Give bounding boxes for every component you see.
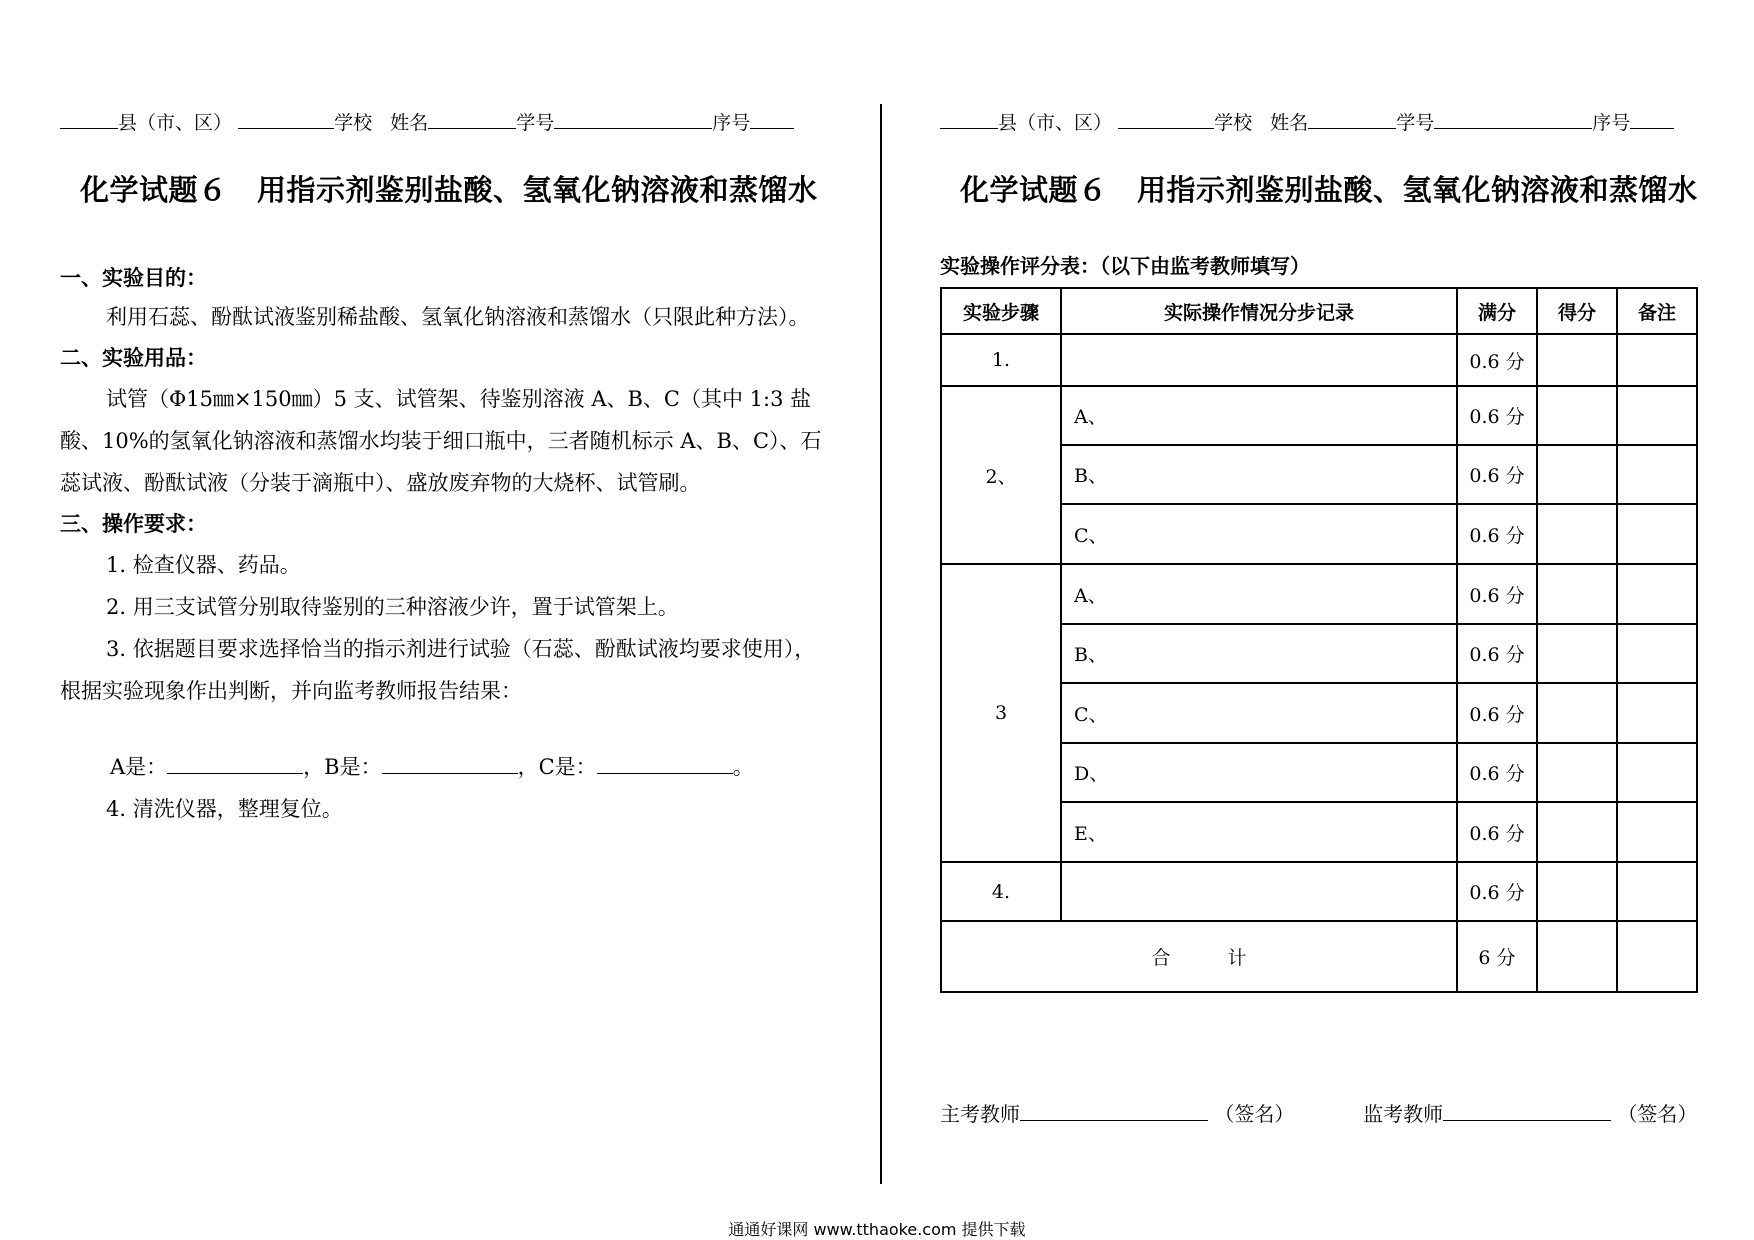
step-4: 4. 清洗仪器，整理复位。 <box>106 797 343 821</box>
record-cell[interactable]: C、 <box>1061 504 1457 564</box>
main-teacher-sign-suffix: （签名） <box>1214 1102 1295 1126</box>
record-cell[interactable] <box>1061 334 1457 386</box>
seq-blank[interactable] <box>750 110 794 129</box>
student-no-label: 学号 <box>516 112 555 134</box>
total-score: 6 分 <box>1457 921 1537 992</box>
remark-cell[interactable] <box>1617 445 1697 504</box>
page-divider <box>880 104 882 1184</box>
full-score-cell: 0.6 分 <box>1457 334 1537 386</box>
left-content <box>60 260 830 830</box>
section-requirements-title: 三、操作要求： <box>60 512 207 536</box>
col-step: 实验步骤 <box>941 288 1061 334</box>
remark-cell[interactable] <box>1617 624 1697 683</box>
record-cell[interactable]: D、 <box>1061 743 1457 802</box>
step-1: 1. 检查仪器、药品。 <box>106 553 301 577</box>
record-cell[interactable]: B、 <box>1061 445 1457 504</box>
seq-label: 序号 <box>1592 112 1631 134</box>
score-cell[interactable] <box>1537 334 1617 386</box>
main-teacher-label: 主考教师 <box>940 1102 1020 1126</box>
full-score-cell: 0.6 分 <box>1457 564 1537 624</box>
score-cell[interactable] <box>1537 802 1617 862</box>
full-score-cell: 0.6 分 <box>1457 862 1537 921</box>
record-cell[interactable]: C、 <box>1061 683 1457 743</box>
score-cell[interactable] <box>1537 683 1617 743</box>
school-label: 学校 <box>334 112 373 134</box>
remark-cell[interactable] <box>1617 386 1697 445</box>
step-cell: 2、 <box>941 386 1061 564</box>
answer-a-label: A是： <box>110 755 168 779</box>
scoring-table <box>940 287 1698 993</box>
right-page-title: 化学试题６ 用指示剂鉴别盐酸、氢氧化钠溶液和蒸馏水 <box>960 173 1698 207</box>
full-score-cell: 0.6 分 <box>1457 743 1537 802</box>
step-cell: 1. <box>941 334 1061 386</box>
step-cell: 3 <box>941 564 1061 862</box>
table-row <box>941 564 1697 624</box>
table-row <box>941 334 1697 386</box>
col-full-score: 满分 <box>1457 288 1537 334</box>
remark-cell[interactable] <box>1617 743 1697 802</box>
seq-blank[interactable] <box>1630 110 1674 129</box>
total-label: 合 计 <box>941 921 1457 992</box>
full-score-cell: 0.6 分 <box>1457 386 1537 445</box>
section-materials-title: 二、实验用品： <box>60 346 207 370</box>
table-caption: 实验操作评分表：（以下由监考教师填写） <box>940 254 1310 278</box>
county-blank[interactable] <box>940 110 998 129</box>
remark-cell[interactable] <box>1617 862 1697 921</box>
county-label: 县（市、区） <box>118 112 233 134</box>
score-cell[interactable] <box>1537 386 1617 445</box>
student-no-blank[interactable] <box>1434 110 1592 129</box>
total-score-cell[interactable] <box>1537 921 1617 992</box>
record-cell[interactable]: E、 <box>1061 802 1457 862</box>
remark-cell[interactable] <box>1617 504 1697 564</box>
signature-line <box>940 1098 1697 1127</box>
remark-cell[interactable] <box>1617 334 1697 386</box>
remark-cell[interactable] <box>1617 802 1697 862</box>
answer-b-blank[interactable] <box>382 753 518 774</box>
record-cell[interactable]: B、 <box>1061 624 1457 683</box>
section-materials-text: 试管（Φ15㎜×150㎜）5 支、试管架、待鉴别溶液 A、B、C（其中 1:3 盐酸、10%的氢氧化钠溶液和蒸馏水均装于细口瓶中，三者随机标示 A、B、C）、石蕊试液、酚酞试液（分装于滴瓶中）、盛放废弃物的大烧杯、试管刷。 <box>60 387 822 495</box>
section-purpose-title: 一、实验目的： <box>60 266 207 290</box>
record-cell[interactable]: A、 <box>1061 386 1457 445</box>
total-remark-cell[interactable] <box>1617 921 1697 992</box>
section-purpose-text: 利用石蕊、酚酞试液鉴别稀盐酸、氢氧化钠溶液和蒸馏水（只限此种方法）。 <box>106 305 810 329</box>
score-cell[interactable] <box>1537 743 1617 802</box>
proctor-signature[interactable] <box>1443 1100 1611 1121</box>
step-cell: 4. <box>941 862 1061 921</box>
answer-c-blank[interactable] <box>597 753 733 774</box>
table-row <box>941 386 1697 445</box>
main-teacher-signature[interactable] <box>1020 1100 1208 1121</box>
table-row <box>941 862 1697 921</box>
col-record: 实际操作情况分步记录 <box>1061 288 1457 334</box>
school-blank[interactable] <box>1118 110 1214 129</box>
answer-a-blank[interactable] <box>167 753 303 774</box>
remark-cell[interactable] <box>1617 683 1697 743</box>
full-score-cell: 0.6 分 <box>1457 624 1537 683</box>
score-cell[interactable] <box>1537 564 1617 624</box>
footer-credit: 通通好课网 www.tthaoke.com 提供下载 <box>728 1220 1026 1239</box>
remark-cell[interactable] <box>1617 564 1697 624</box>
score-cell[interactable] <box>1537 445 1617 504</box>
full-score-cell: 0.6 分 <box>1457 683 1537 743</box>
name-blank[interactable] <box>1308 110 1396 129</box>
full-score-cell: 0.6 分 <box>1457 802 1537 862</box>
full-score-cell: 0.6 分 <box>1457 504 1537 564</box>
proctor-sign-suffix: （签名） <box>1617 1102 1698 1126</box>
col-score: 得分 <box>1537 288 1617 334</box>
col-remark: 备注 <box>1617 288 1697 334</box>
answer-c-label: ，C是： <box>517 755 597 779</box>
total-row <box>941 921 1697 992</box>
name-label: 姓名 <box>1270 112 1309 134</box>
county-label: 县（市、区） <box>998 112 1113 134</box>
school-label: 学校 <box>1214 112 1253 134</box>
score-cell[interactable] <box>1537 504 1617 564</box>
right-header-line <box>940 108 1674 135</box>
table-header-row <box>941 288 1697 334</box>
seq-label: 序号 <box>712 112 751 134</box>
score-cell[interactable] <box>1537 624 1617 683</box>
record-cell[interactable]: A、 <box>1061 564 1457 624</box>
name-blank[interactable] <box>428 110 516 129</box>
answer-line <box>60 746 830 788</box>
full-score-cell: 0.6 分 <box>1457 445 1537 504</box>
proctor-label: 监考教师 <box>1363 1102 1444 1126</box>
school-blank[interactable] <box>238 110 334 129</box>
student-no-blank[interactable] <box>554 110 712 129</box>
name-label: 姓名 <box>390 112 429 134</box>
answer-b-label: ，B是： <box>303 755 382 779</box>
left-page-title: 化学试题６ 用指示剂鉴别盐酸、氢氧化钠溶液和蒸馏水 <box>80 173 818 207</box>
left-header-line <box>60 108 794 135</box>
county-blank[interactable] <box>60 110 118 129</box>
student-no-label: 学号 <box>1396 112 1435 134</box>
score-cell[interactable] <box>1537 862 1617 921</box>
step-3: 3. 依据题目要求选择恰当的指示剂进行试验（石蕊、酚酞试液均要求使用），根据实验现象作出判断，并向监考教师报告结果： <box>60 637 816 703</box>
answer-end: 。 <box>732 755 754 779</box>
step-2: 2. 用三支试管分别取待鉴别的三种溶液少许，置于试管架上。 <box>106 595 679 619</box>
record-cell[interactable] <box>1061 862 1457 921</box>
